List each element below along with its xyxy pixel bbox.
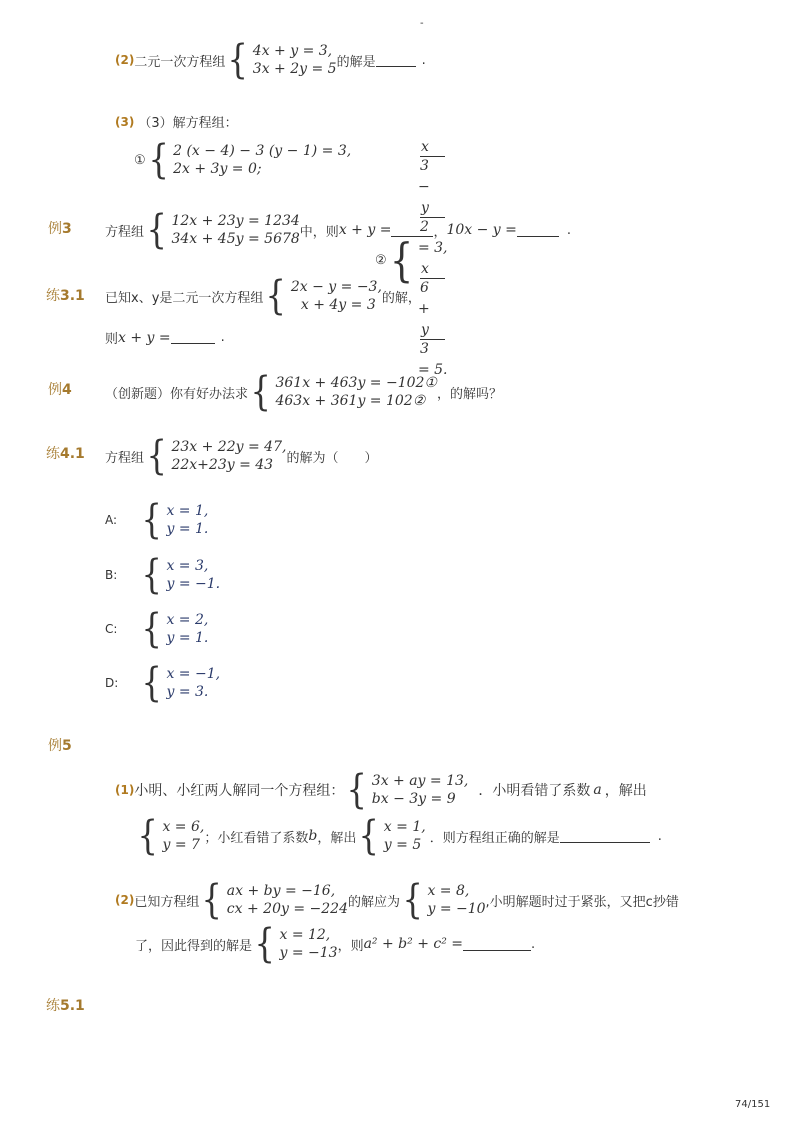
practice-4-1 (105, 433, 378, 479)
period: . (566, 222, 572, 238)
question-text: （创新题）你有好办法求 (105, 386, 249, 402)
question-number: (2) (115, 893, 135, 907)
example-5-part-1-line-2 (135, 813, 662, 859)
equation-line: 23x + 22y = 47, (171, 439, 287, 455)
equation-line: cx + 20y = −224 (226, 901, 348, 917)
question-text: 的解为（ ） (286, 450, 378, 466)
equation-line: ax + by = −16, (226, 883, 336, 899)
option-label: C: (105, 622, 118, 636)
example-5-part-2-line-2 (135, 921, 536, 967)
example-4-label: 例4 (48, 382, 72, 398)
header-mark: - (420, 18, 424, 29)
equation-line: 34x + 45y = 5678 (171, 231, 300, 247)
question-text: 小明、小红两人解同一个方程组： (134, 783, 345, 799)
equation-line: 2x + 3y = 0; (173, 161, 262, 177)
equation-line: 2 (x − 4) − 3 (y − 1) = 3, (173, 143, 352, 159)
brace-icon: { (227, 37, 249, 83)
question-text: ．小明看错了系数 (478, 783, 591, 799)
brace-icon: { (346, 767, 368, 813)
equation-line: x = 6, (162, 819, 205, 835)
question-number: (3) (115, 114, 135, 129)
option-b[interactable] (105, 552, 221, 598)
question-text: 的解是 (336, 54, 376, 70)
example-5-label: 例5 (48, 738, 72, 754)
period: . (220, 330, 225, 345)
answer-blank (376, 54, 416, 67)
equation-line: y = −13 (279, 945, 338, 961)
equation-line: y = 7 (162, 837, 200, 853)
question-2 (115, 37, 426, 83)
equation-line: 3x + ay = 13, (371, 773, 469, 789)
equation-line: y = 1. (166, 521, 209, 537)
option-c[interactable] (105, 606, 209, 652)
equation-line: x = 1, (383, 819, 426, 835)
question-text: ，解出 (317, 830, 357, 846)
question-text: 方程组 (105, 450, 145, 466)
circle-number: ① (134, 152, 146, 168)
period: . (657, 828, 662, 844)
equation-line: 3x + 2y = 5 (252, 61, 337, 77)
brace-icon: { (141, 606, 162, 652)
equation-line: 4x + y = 3, (252, 43, 333, 59)
question-text: 的解， (381, 290, 421, 306)
example-4 (105, 369, 502, 415)
equation-line: bx − 3y = 9 (371, 791, 456, 807)
equation-line: x = 8, (427, 883, 470, 899)
expression: x + y = (338, 222, 392, 238)
brace-icon: { (137, 813, 158, 859)
question-text: ，解出 (604, 783, 647, 799)
equation-line: 2x − y = −3, (290, 279, 382, 295)
option-d[interactable] (105, 660, 221, 706)
equation-line: x = 3, (166, 558, 209, 574)
question-text: 则 (105, 332, 119, 347)
option-label: B: (105, 568, 118, 582)
question-text: （3）解方程组： (138, 116, 238, 131)
question-text: 方程组 (105, 224, 145, 240)
brace-icon: { (201, 877, 223, 923)
brace-icon: { (148, 137, 169, 183)
equation-line: y = 5 (383, 837, 422, 853)
example-3-label: 例3 (48, 221, 72, 237)
example-5-part-2 (115, 877, 679, 923)
page-number: 74/151 (735, 1099, 771, 1110)
practice-3-1-label: 练3.1 (46, 288, 85, 304)
brace-icon: { (250, 369, 271, 415)
question-text: 了，因此得到的解是 (135, 938, 253, 954)
brace-icon: { (146, 433, 167, 479)
question-text: ；小红看错了系数 (204, 830, 309, 846)
brace-icon: { (254, 921, 275, 967)
question-text: 已知方程组 (134, 894, 200, 910)
answer-blank (517, 224, 559, 237)
question-3-title (115, 112, 238, 131)
option-a[interactable] (105, 497, 209, 543)
equation-line: y = −10 (427, 901, 486, 917)
expression: 10x − y = (446, 222, 517, 238)
equation-line: y = −1. (166, 576, 221, 592)
brace-icon: { (146, 207, 167, 253)
equation-line: x + 4y = 3 (300, 297, 376, 313)
answer-blank (171, 331, 215, 344)
practice-4-1-label: 练4.1 (46, 446, 85, 462)
brace-icon: { (389, 233, 414, 287)
answer-blank (391, 224, 433, 237)
equation-line: x = −1, (166, 666, 221, 682)
question-text: ，的解吗？ (436, 386, 502, 402)
brace-icon: { (141, 552, 162, 598)
question-text: 中，则 (299, 224, 339, 240)
brace-icon: { (358, 813, 380, 859)
question-number: (1) (115, 783, 135, 797)
equation-line: y = 3. (166, 684, 209, 700)
question-text: ．则方程组正确的解是 (429, 830, 560, 846)
brace-icon: { (265, 273, 287, 319)
question-text: 的解应为 (347, 894, 400, 910)
circle-number: ② (375, 252, 387, 268)
question-text: ,小明解题时过于紧张，又把c抄错 (485, 894, 679, 910)
equation-line: 463x + 361y = 102② (275, 393, 426, 409)
practice-3-1-line-2 (105, 328, 225, 347)
period: . (531, 936, 536, 952)
answer-blank (560, 830, 650, 843)
equation-line: 22x+23y = 43 (171, 457, 274, 473)
answer-blank (463, 938, 531, 951)
question-text: ，则 (337, 938, 364, 954)
equation-system (225, 37, 337, 83)
equation-line: x = 1, (166, 503, 209, 519)
expression: x + y = (118, 329, 171, 346)
brace-icon: { (141, 497, 162, 543)
question-text: 已知x、y是二元一次方程组 (105, 290, 264, 306)
option-label: A: (105, 513, 118, 527)
period: . (421, 52, 426, 68)
question-number: (2) (115, 53, 135, 67)
equation-line: 361x + 463y = −102① (275, 375, 437, 391)
example-5-part-1 (115, 767, 647, 813)
brace-icon: { (402, 877, 423, 923)
equation-line: x 6 + y 3 = 5. (417, 261, 448, 378)
example-3 (105, 207, 572, 253)
equation-line: x = 12, (279, 927, 331, 943)
expression: a² + b² + c² = (363, 936, 464, 952)
equation-line: x = 2, (166, 612, 209, 628)
practice-3-1 (105, 273, 421, 319)
variable: b (308, 828, 318, 844)
option-label: D: (105, 676, 119, 690)
practice-5-1-label: 练5.1 (46, 998, 85, 1014)
variable: a (593, 782, 602, 798)
question-3-system-2 (375, 138, 447, 382)
question-text: 二元一次方程组 (134, 54, 226, 70)
question-3-system-1 (134, 137, 352, 183)
brace-icon: { (141, 660, 162, 706)
equation-line: 12x + 23y = 1234 (171, 213, 300, 229)
equation-line: x 3 − y 2 = 3, (417, 139, 448, 256)
separator: ， (433, 224, 447, 240)
equation-line: y = 1. (166, 630, 209, 646)
